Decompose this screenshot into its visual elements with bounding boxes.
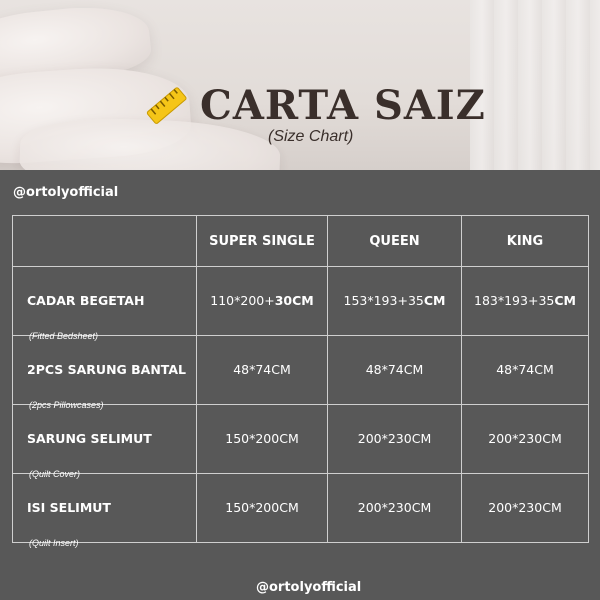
cell-value: 48*74CM	[233, 362, 291, 377]
cell-value-bold: CM	[554, 293, 576, 308]
table-row	[13, 405, 589, 474]
table-cell	[197, 267, 328, 336]
social-handle-top: @ortolyofficial	[13, 185, 119, 200]
curtain-image	[470, 0, 600, 170]
row-sublabel: (Quilt Cover)	[29, 469, 81, 479]
column-header	[328, 216, 462, 267]
header-banner	[0, 0, 600, 170]
ruler-icon	[145, 84, 189, 128]
table-cell	[197, 336, 328, 405]
column-header	[197, 216, 328, 267]
table-cell	[462, 336, 589, 405]
table-cell	[197, 474, 328, 543]
row-label-cell	[13, 474, 197, 548]
row-sublabel: (Fitted Bedsheet)	[29, 331, 99, 341]
social-handle-bottom: @ortolyofficial	[256, 580, 362, 595]
cell-value: 200*230CM	[357, 431, 432, 446]
row-label: ISI SELIMUT	[27, 500, 111, 515]
page-title: CARTA SAIZ	[200, 82, 486, 129]
row-label: 2PCS SARUNG BANTAL	[27, 362, 187, 377]
table-cell	[328, 405, 462, 474]
table-cell	[328, 267, 462, 336]
cell-value: 48*74CM	[496, 362, 554, 377]
cell-value: 200*230CM	[488, 431, 562, 446]
cell-value: 200*230CM	[488, 500, 562, 515]
header-empty-cell	[13, 216, 197, 267]
cell-value: 150*200CM	[225, 431, 299, 446]
column-header-label: QUEEN	[369, 234, 420, 249]
table-row	[13, 474, 589, 543]
table-header-row	[13, 216, 589, 267]
table-cell	[462, 405, 589, 474]
size-chart-table	[12, 215, 589, 548]
column-header-label: KING	[506, 234, 544, 249]
cell-value: 183*193+35	[474, 293, 555, 308]
row-label-cell	[13, 267, 197, 341]
row-label-cell	[13, 405, 197, 479]
cell-value: 150*200CM	[225, 500, 299, 515]
table-row	[13, 267, 589, 336]
row-sublabel: (Quilt Insert)	[29, 538, 79, 548]
table-cell	[328, 474, 462, 543]
row-label-cell	[13, 336, 197, 410]
row-label: SARUNG SELIMUT	[27, 431, 152, 446]
column-header-label: SUPER SINGLE	[209, 234, 315, 249]
row-label: CADAR BEGETAH	[27, 293, 145, 308]
table-row	[13, 336, 589, 405]
cell-value: 200*230CM	[357, 500, 432, 515]
cell-value: 153*193+35	[343, 293, 424, 308]
cell-value-bold: 30CM	[274, 293, 314, 308]
column-header	[462, 216, 589, 267]
cell-value-bold: CM	[423, 293, 446, 308]
page-subtitle: (Size Chart)	[268, 128, 354, 145]
cell-value: 48*74CM	[365, 362, 424, 377]
table-cell	[197, 405, 328, 474]
row-sublabel: (2pcs Pillowcases)	[29, 400, 104, 410]
table-cell	[462, 474, 589, 543]
table-cell	[328, 336, 462, 405]
table-cell	[462, 267, 589, 336]
cell-value: 110*200+	[210, 293, 275, 308]
